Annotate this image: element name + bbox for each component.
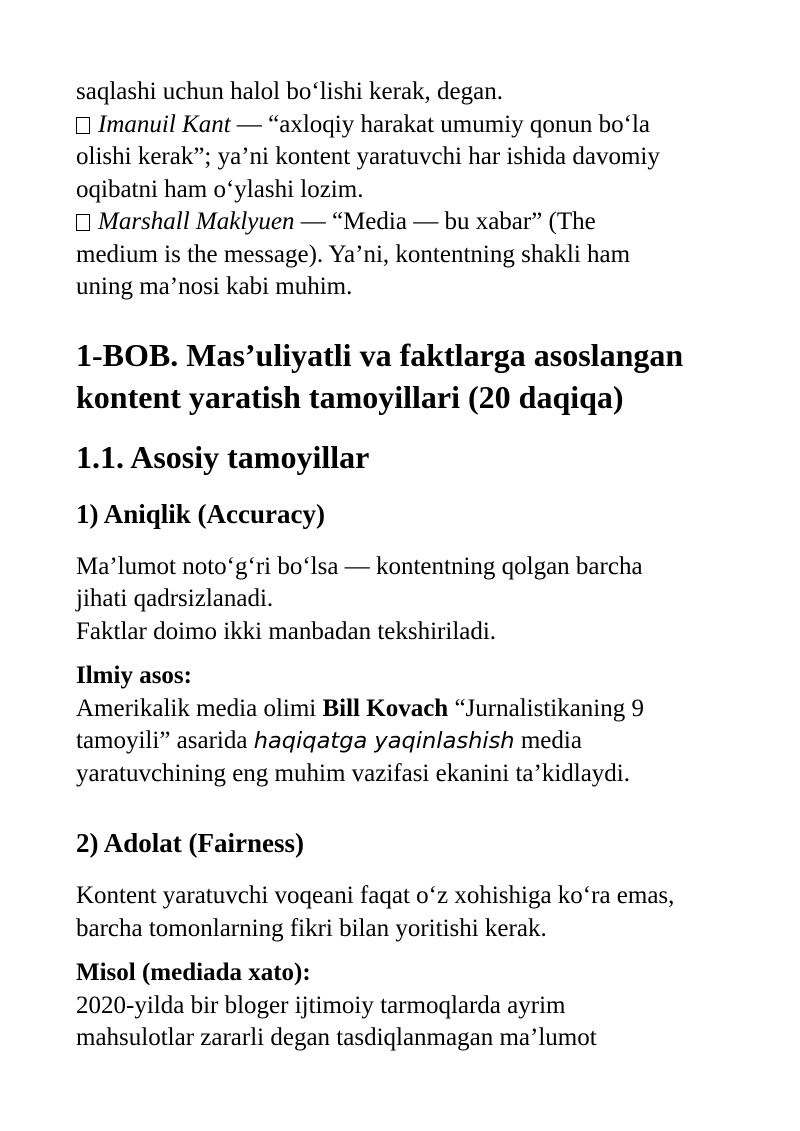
kant-line-3: oqibatni ham o‘ylashi lozim. bbox=[76, 175, 364, 203]
example-paragraph bbox=[76, 957, 736, 1055]
missing-glyph-icon bbox=[76, 117, 90, 134]
example-line-2: mahsulotlar zararli degan tasdiqlanmagan ma’lumot bbox=[76, 1024, 597, 1051]
scientific-basis-label: Ilmiy asos: bbox=[76, 662, 192, 689]
basis-text: “Jurnalistikaning 9 bbox=[448, 694, 645, 722]
fairness-line-1: Kontent yaratuvchi voqeani faqat o‘z xohishiga ko‘ra emas, bbox=[76, 882, 675, 909]
example-line-1: 2020-yilda bir bloger ijtimoiy tarmoqlarda ayrim bbox=[76, 991, 566, 1019]
kant-quote: — “axloqiy harakat umumiy qonun bo‘la bbox=[230, 110, 651, 138]
section-heading: 1.1. Asosiy tamoyillar bbox=[76, 438, 370, 475]
intro-paragraph bbox=[76, 76, 736, 304]
scientific-basis-paragraph bbox=[76, 660, 736, 790]
kant-line-2: olishi kerak”; ya’ni kontent yaratuvchi har ishida davomiy bbox=[76, 143, 660, 170]
emphasis-text: haqiqatga yaqinlashish bbox=[253, 728, 515, 754]
fairness-paragraph bbox=[76, 880, 736, 945]
example-label: Misol (mediada xato): bbox=[76, 959, 311, 986]
chapter-heading-line-1: 1-BOB. Mas’uliyatli va faktlarga asoslangan bbox=[76, 336, 684, 373]
mcluhan-name: Marshall Maklyuen bbox=[98, 208, 295, 235]
basis-text: media bbox=[514, 727, 582, 754]
accuracy-paragraph bbox=[76, 551, 736, 649]
mcluhan-line-2: medium is the message). Ya’ni, kontentning shakli ham bbox=[76, 240, 631, 268]
basis-text: yaratuvchining eng muhim vazifasi ekanini ta’kidlaydi. bbox=[76, 759, 631, 787]
fairness-line-2: barcha tomonlarning fikri bilan yoritishi kerak. bbox=[76, 914, 547, 942]
fairness-heading: 2) Adolat (Fairness) bbox=[76, 828, 304, 858]
page-content bbox=[76, 76, 736, 1055]
mcluhan-quote: — “Media — bu xabar” (The bbox=[294, 208, 596, 235]
chapter-heading-line-2: kontent yaratish tamoyillari (20 daqiqa) bbox=[76, 378, 624, 415]
accuracy-heading: 1) Aniqlik (Accuracy) bbox=[76, 498, 325, 529]
basis-text: Amerikalik media olimi bbox=[76, 694, 323, 722]
accuracy-line-3: Faktlar doimo ikki manbadan tekshiriladi. bbox=[76, 617, 497, 645]
accuracy-line-2: jihati qadrsizlanadi. bbox=[76, 585, 274, 612]
accuracy-line-1: Ma’lumot noto‘g‘ri bo‘lsa — kontentning qolgan barcha bbox=[76, 552, 643, 580]
basis-text: tamoyili” asarida bbox=[76, 727, 254, 754]
author-name: Bill Kovach bbox=[322, 694, 449, 722]
mcluhan-line-3: uning ma’nosi kabi muhim. bbox=[76, 273, 353, 300]
chapter-heading bbox=[76, 334, 736, 418]
intro-line: saqlashi uchun halol bo‘lishi kerak, degan. bbox=[76, 78, 503, 105]
kant-name: Imanuil Kant bbox=[98, 110, 231, 138]
missing-glyph-icon bbox=[76, 214, 90, 231]
